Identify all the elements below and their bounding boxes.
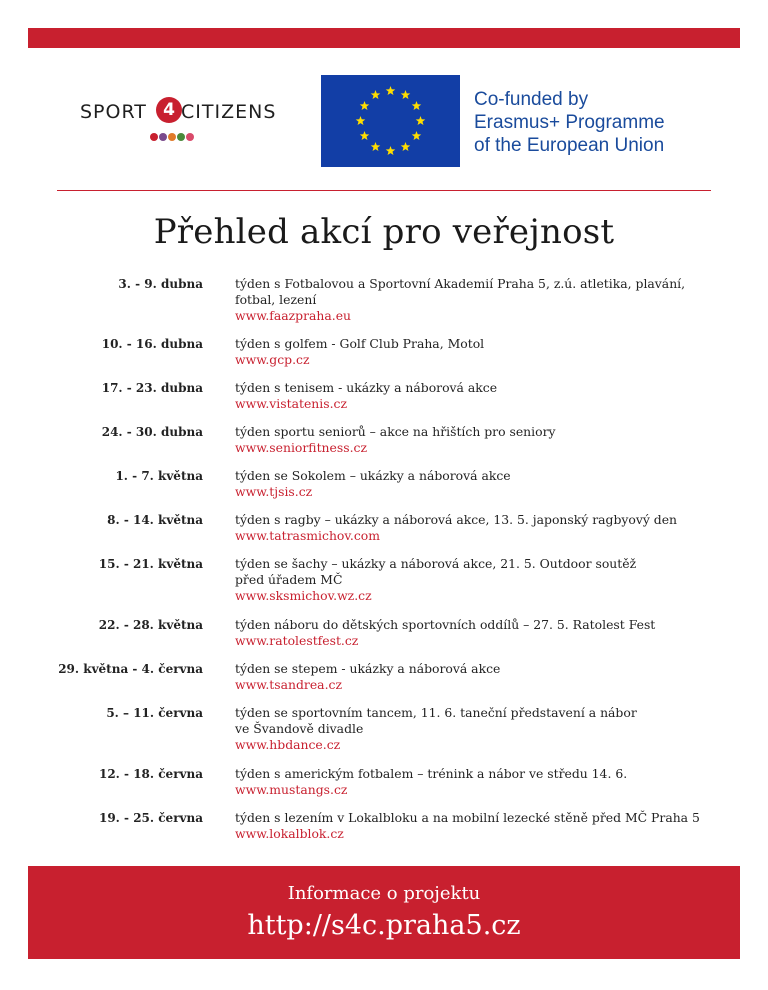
event-description-line: týden s golfem - Golf Club Praha, Motol (235, 336, 485, 351)
header-divider (57, 190, 711, 191)
page-title: Přehled akcí pro veřejnost (153, 212, 615, 252)
event-description (235, 766, 715, 798)
logo-dot (177, 133, 185, 141)
event-description (235, 380, 715, 412)
event-description (235, 810, 715, 842)
event-date: 24. - 30. dubna (101, 425, 203, 439)
event-date: 29. května - 4. června (58, 662, 203, 676)
event-description (235, 468, 715, 500)
event-description-line: týden se stepem - ukázky a náborová akce (235, 661, 501, 676)
event-date: 10. - 16. dubna (101, 337, 203, 351)
event-date: 17. - 23. dubna (101, 381, 203, 395)
eu-cofunded-text (474, 88, 734, 157)
sport4citizens-logo (80, 95, 300, 145)
eu-star (412, 101, 422, 110)
logo-word-sport: SPORT (80, 101, 147, 123)
event-link[interactable]: www.sksmichov.wz.cz (235, 588, 372, 603)
event-date: 12. - 18. června (98, 767, 203, 781)
event-description-line: týden se sportovním tancem, 11. 6. taneční představení a nábor (235, 705, 637, 720)
event-link[interactable]: www.seniorfitness.cz (235, 440, 367, 455)
event-description-line: týden se Sokolem – ukázky a náborová akce (235, 468, 511, 483)
event-date: 5. – 11. června (106, 706, 203, 720)
eu-star (386, 86, 396, 95)
logo-dot (159, 133, 167, 141)
event-link[interactable]: www.gcp.cz (235, 352, 310, 367)
event-date: 22. - 28. května (98, 618, 203, 632)
event-date: 1. - 7. května (115, 469, 203, 483)
event-description (235, 424, 715, 456)
event-date: 3. - 9. dubna (118, 277, 203, 291)
top-accent-bar (28, 28, 740, 48)
event-description (235, 705, 715, 753)
event-date: 19. - 25. června (98, 811, 203, 825)
event-description (235, 617, 715, 649)
eu-text-line-2: Erasmus+ Programme (474, 112, 665, 133)
event-description-line: ve Švandově divadle (235, 721, 364, 736)
footer-subtitle: Informace o projektu (287, 883, 481, 904)
event-description-line: týden s tenisem - ukázky a náborová akce (235, 380, 498, 395)
footer-bar (28, 866, 740, 959)
eu-star (401, 142, 411, 151)
event-link[interactable]: www.faazpraha.eu (235, 308, 352, 323)
event-description (235, 276, 715, 324)
logo-dot (150, 133, 158, 141)
eu-text-line-1: Co-funded by (474, 89, 589, 110)
eu-star (371, 142, 381, 151)
eu-star (401, 90, 411, 99)
event-link[interactable]: www.mustangs.cz (235, 782, 348, 797)
eu-star (412, 131, 422, 140)
event-description (235, 556, 715, 604)
event-description-line: týden s Fotbalovou a Sportovní Akademií Praha 5, z.ú. atletika, plavání, (235, 276, 686, 291)
eu-text-line-3: of the European Union (474, 135, 665, 156)
event-description-line: týden s ragby – ukázky a náborová akce, 13. 5. japonský ragbyový den (235, 512, 678, 527)
logo-number-4: 4 (156, 97, 182, 123)
event-description (235, 336, 715, 368)
event-link[interactable]: www.hbdance.cz (235, 737, 341, 752)
logo-word-citizens: CITIZENS (181, 101, 277, 123)
logo-dot (186, 133, 194, 141)
event-description (235, 512, 715, 544)
event-link[interactable]: www.tatrasmichov.com (235, 528, 381, 543)
event-description-line: před úřadem MČ (235, 572, 343, 587)
event-description (235, 661, 715, 693)
event-link[interactable]: www.lokalblok.cz (235, 826, 344, 841)
eu-flag-icon (321, 75, 460, 167)
event-description-line: týden s lezením v Lokalbloku a na mobilní lezecké stěně před MČ Praha 5 (235, 810, 700, 825)
event-description-line: týden s americkým fotbalem – trénink a nábor ve středu 14. 6. (235, 766, 628, 781)
eu-star (371, 90, 381, 99)
event-link[interactable]: www.ratolestfest.cz (235, 633, 359, 648)
event-link[interactable]: www.tjsis.cz (235, 484, 313, 499)
logo-dots (150, 126, 195, 145)
footer-url[interactable]: http://s4c.praha5.cz (247, 910, 521, 941)
event-description-line: týden se šachy – ukázky a náborová akce, 21. 5. Outdoor soutěž (235, 556, 637, 571)
eu-star (360, 131, 370, 140)
event-date: 15. - 21. května (98, 557, 203, 571)
event-date: 8. - 14. května (107, 513, 203, 527)
event-description-line: fotbal, lezení (235, 292, 317, 307)
logo-dot (168, 133, 176, 141)
event-description-line: týden náboru do dětských sportovních oddílů – 27. 5. Ratolest Fest (235, 617, 656, 632)
eu-star (416, 116, 426, 125)
event-link[interactable]: www.tsandrea.cz (235, 677, 342, 692)
eu-star (360, 101, 370, 110)
event-description-line: týden sportu seniorů – akce na hřištích pro seniory (235, 424, 556, 439)
eu-star (356, 116, 366, 125)
eu-star (386, 146, 396, 155)
event-link[interactable]: www.vistatenis.cz (235, 396, 347, 411)
